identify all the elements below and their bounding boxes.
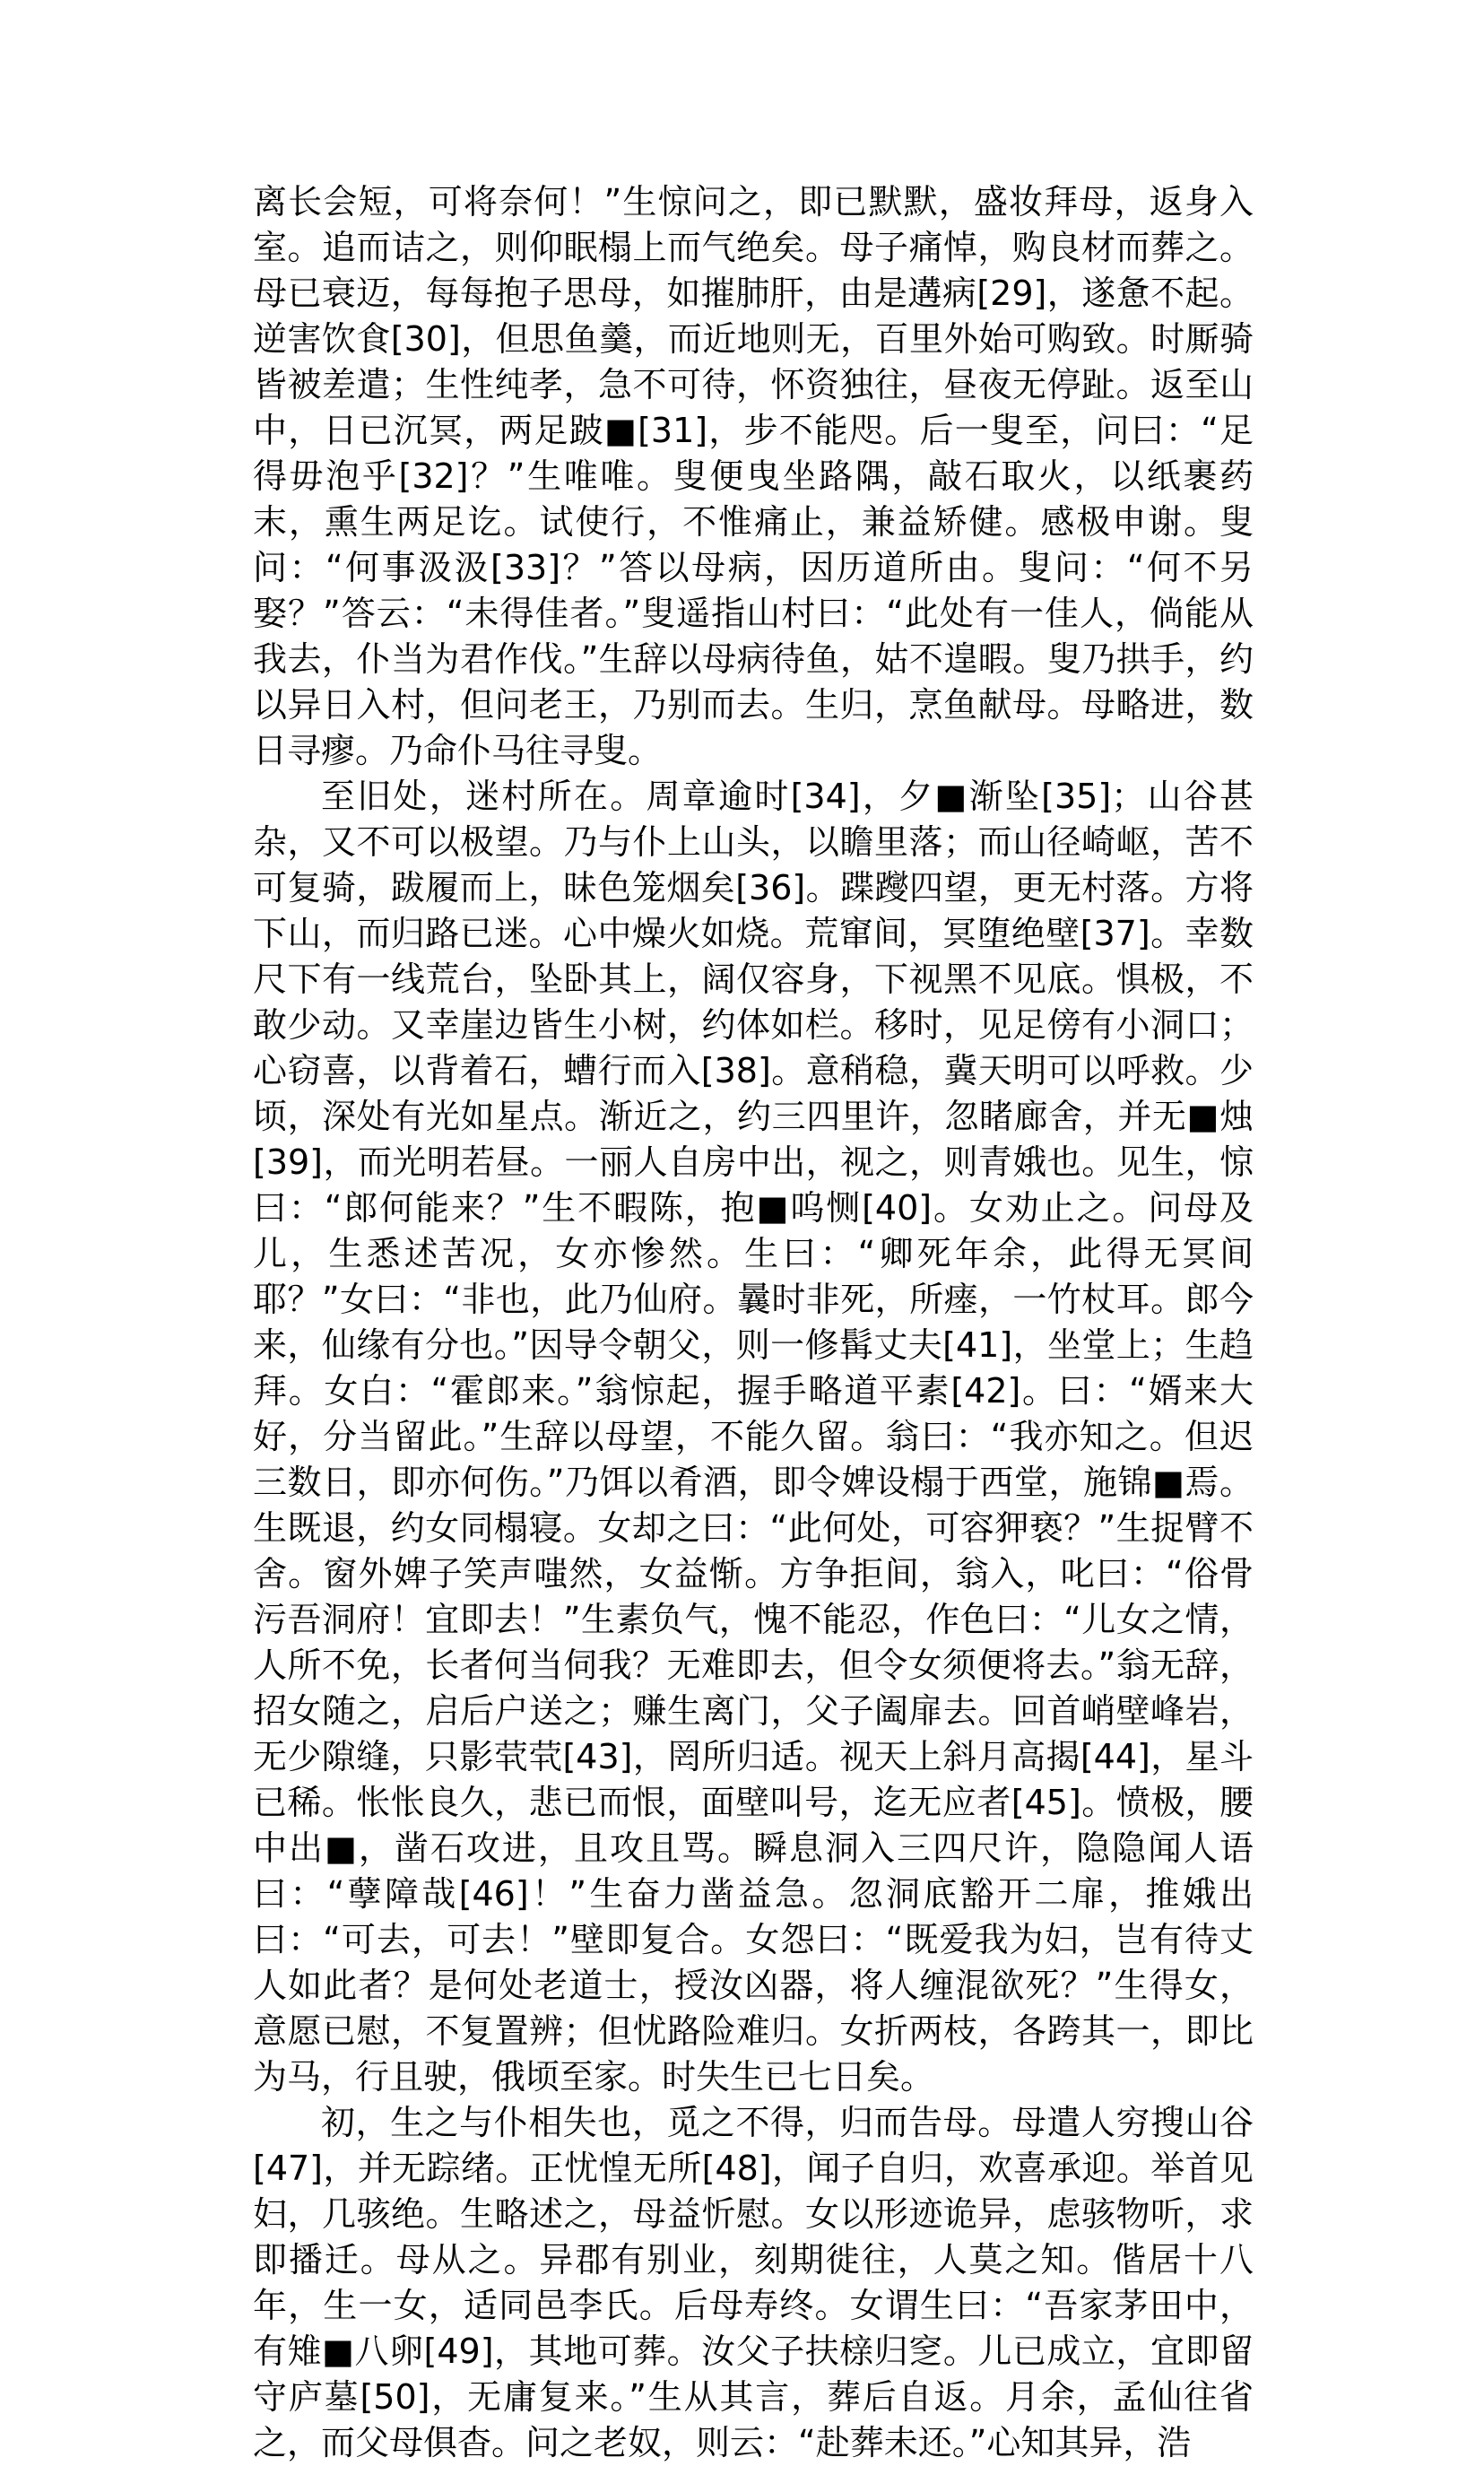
paragraph-3: 初，生之与仆相失也，觅之不得，归而告母。母遣人穷搜山谷[47]，并无踪绪。正忧惶无所[48]，闻子自归，欢喜承迎。举首见妇，几骇绝。生略述之，母益忻慰。女以形迹诡异，虑骇物听，求即播迁。母从之。异郡有别业，刻期徙往，人莫之知。偕居十八年，生一女，适同邑李氏。后母寿终。女谓生曰：“吾家茅田中，有雉■八卵[49]，其地可葬。汝父子扶榇归窆。儿已成立，宜即留守庐墓[50]，无庸复来。”生从其言，葬后自返。月余，孟仙往省之，而父母俱杳。问之老奴，则云：“赴葬未还。”心知其异，浩 xyxy=(253,2103,1254,2462)
paragraph-1: 离长会短，可将奈何！”生惊问之，即已默默，盛妆拜母，返身入室。追而诘之，则仰眠榻上而气绝矣。母子痛悼，购良材而葬之。母已衰迈，每每抱子思母，如摧肺肝，由是遘病[29]，遂惫不起。逆害饮食[30]，但思鱼羹，而近地则无，百里外始可购致。时厮骑皆被差遣；生性纯孝，急不可待，怀资独往，昼夜无停趾。返至山中，日已沉冥，两足跛■[31]，步不能咫。后一叟至，问曰：“足得毋泡乎[32]？”生唯唯。叟便曳坐路隅，敲石取火，以纸裹药末，熏生两足讫。试使行，不惟痛止，兼益矫健。感极申谢。叟问：“何事汲汲[33]？”答以母病，因历道所由。叟问：“何不另娶？”答云：“未得佳者。”叟遥指山村曰：“此处有一佳人，倘能从我去，仆当为君作伐。”生辞以母病待鱼，姑不遑暇。叟乃拱手，约以异日入村，但问老王，乃别而去。生归，烹鱼献母。母略进，数日寻瘳。乃命仆马往寻叟。 xyxy=(253,182,1254,770)
paragraph-2: 至旧处，迷村所在。周章逾时[34]，夕■渐坠[35]；山谷甚杂，又不可以极望。乃与仆上山头，以瞻里落；而山径崎岖，苦不可复骑，跋履而上，昧色笼烟矣[36]。蹀躞四望，更无村落。方将下山，而归路已迷。心中燥火如烧。荒窜间，冥堕绝壁[37]。幸数尺下有一线荒台，坠卧其上，阔仅容身，下视黑不见底。惧极，不敢少动。又幸崖边皆生小树，约体如栏。移时，见足傍有小洞口；心窃喜，以背着石，螬行而入[38]。意稍稳，冀天明可以呼救。少顷，深处有光如星点。渐近之，约三四里许，忽睹廊舍，并无■烛[39]，而光明若昼。一丽人自房中出，视之，则青娥也。见生，惊曰：“郎何能来？”生不暇陈，抱■呜恻[40]。女劝止之。问母及儿，生悉述苦况，女亦惨然。生曰：“卿死年余，此得无冥间耶？”女曰：“非也，此乃仙府。曩时非死，所瘗，一竹杖耳。郎今来，仙缘有分也。”因导令朝父，则一修髯丈夫[41]，坐堂上；生趋拜。女白：“霍郎来。”翁惊起，握手略道平素[42]。曰：“婿来大好，分当留此。”生辞以母望，不能久留。翁曰：“我亦知之。但迟三数日，即亦何伤。”乃饵以肴酒，即令婢设榻于西堂，施锦■焉。生既退，约女同榻寝。女却之曰：“此何处，可容狎亵？”生捉臂不舍。窗外婢子笑声嗤然，女益惭。方争拒间，翁入，叱曰：“俗骨污吾洞府！宜即去！”生素负气，愧不能忍，作色曰：“儿女之情，人所不免，长者何当伺我？无难即去，但令女须便将去。”翁无辞，招女随之，启后户送之；赚生离门，父子阖扉去。回首峭壁峰岩，无少隙缝，只影茕茕[43]，罔所归适。视天上斜月高揭[44]，星斗已稀。怅怅良久，悲已而恨，面壁叫号，迄无应者[45]。愤极，腰中出■，凿石攻进，且攻且骂。瞬息洞入三四尺许，隐隐闻人语曰：“孽障哉[46]！”生奋力凿益急。忽洞底豁开二扉，推娥出曰：“可去，可去！”壁即复合。女怨曰：“既爱我为妇，岂有待丈人如此者？是何处老道士，授汝凶器，将人缠混欲死？”生得女，意愿已慰，不复置辨；但忧路险难归。女折两枝，各跨其一，即比为马，行且驶，俄顷至家。时失生已七日矣。 xyxy=(253,777,1254,2097)
body-text xyxy=(253,179,1254,2466)
